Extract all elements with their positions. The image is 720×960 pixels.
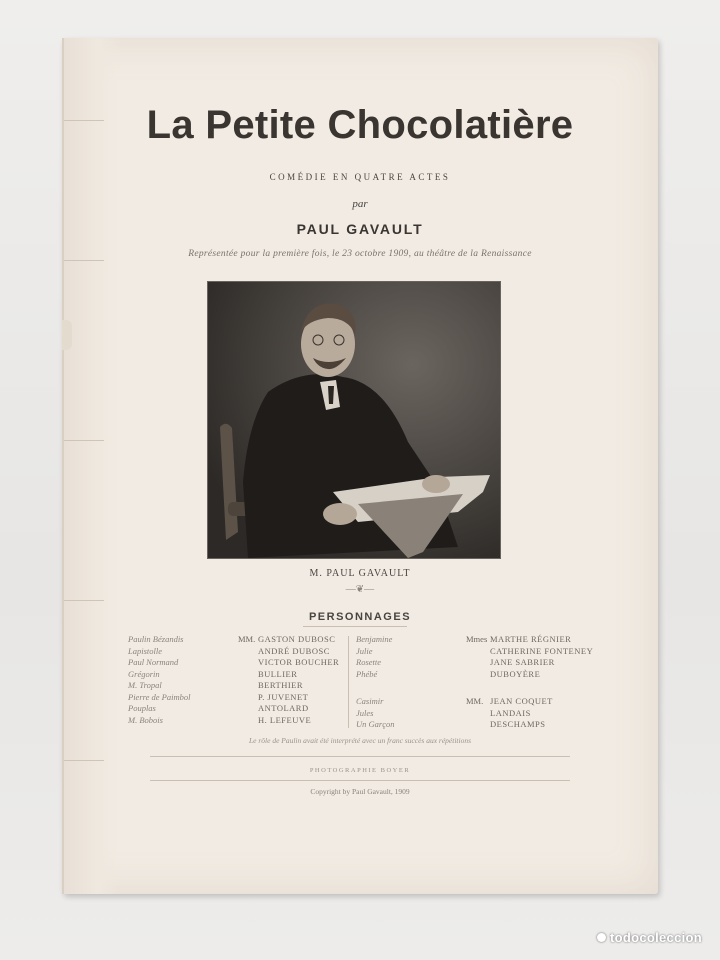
spine-stitch (64, 440, 104, 441)
actor-name: VICTOR BOUCHER (258, 657, 340, 667)
cast-right-top-roles (356, 634, 392, 680)
actor-name: ANDRÉ DUBOSC (258, 645, 330, 656)
cast-right-bottom-actors (490, 696, 553, 731)
role-name: Jules (356, 707, 374, 718)
photo-credit: PHOTOGRAPHIE BOYER (309, 767, 411, 774)
actor-name: H. LEFEUVE (258, 714, 312, 725)
spine-stitch (64, 600, 104, 601)
actor-name: ANTOLARD (258, 703, 309, 713)
watermark (597, 930, 702, 945)
heading-underline (303, 626, 407, 627)
role-name: Pierre de Paimbol (128, 691, 191, 702)
document-subtitle: COMÉDIE EN QUATRE ACTES (269, 172, 451, 182)
actor-name: MARTHE RÉGNIER (490, 634, 572, 644)
premiere-note: Représentée pour la première fois, le 23 octobre 1909, au théâtre de la Renaissance (188, 249, 532, 259)
spine-stitch (64, 260, 104, 261)
actor-name: JEAN COQUET (490, 696, 553, 706)
cast-right-bottom-roles (356, 696, 394, 731)
role-name: Paulin Bézandis (128, 634, 184, 644)
ornament-divider: —❦— (345, 584, 375, 595)
photo-caption: M. PAUL GAVAULT (309, 568, 411, 579)
footer-rule (150, 756, 570, 757)
actor-name: JANE SABRIER (490, 657, 555, 667)
role-name: M. Bobois (128, 714, 163, 725)
role-name: Julie (356, 645, 373, 656)
actor-name: DUBOYÈRE (490, 668, 541, 679)
actor-name: DESCHAMPS (490, 719, 546, 729)
cast-left-roles (128, 634, 190, 726)
role-name: Lapistolle (128, 645, 163, 656)
role-name: Un Garçon (356, 719, 395, 729)
actor-name: CATHERINE FONTENEY (490, 645, 594, 656)
portrait-illustration (208, 282, 500, 558)
actor-name: BULLIER (258, 668, 298, 679)
role-name: Benjamine (356, 634, 393, 644)
copyright-line: Copyright by Paul Gavault, 1909 (310, 787, 410, 796)
cast-right-top-actors (490, 634, 593, 680)
personnages-heading: PERSONNAGES (308, 611, 412, 623)
watermark-logo-icon (597, 933, 606, 942)
role-name: Grégorin (128, 668, 160, 679)
mm-label: MM. (466, 696, 484, 706)
actor-name: BERTHIER (258, 680, 304, 690)
role-name: M. Tropal (128, 680, 162, 690)
actor-name: LANDAIS (490, 707, 531, 718)
footer-rule (150, 780, 570, 781)
spine-stitch (64, 760, 104, 761)
role-name: Paul Normand (128, 657, 179, 667)
page-spine (62, 38, 120, 894)
cast-note: Le rôle de Paulin avait été interprété avec un franc succès aux répétitions (248, 736, 472, 745)
actor-name: GASTON DUBOSC (258, 634, 336, 644)
role-name: Phébé (356, 668, 378, 679)
mmes-label: Mmes (466, 634, 488, 644)
cast-left-actors (258, 634, 339, 726)
author-name: PAUL GAVAULT (296, 221, 424, 237)
role-name: Casimir (356, 696, 384, 706)
by-label: par (352, 198, 368, 210)
role-name: Pouplas (128, 703, 156, 713)
mm-label: MM. (238, 634, 256, 644)
watermark-text: todocoleccion (609, 930, 702, 945)
author-portrait-photo (207, 281, 501, 559)
column-divider (348, 636, 349, 728)
role-name: Rosette (356, 657, 382, 667)
torn-edge (62, 320, 72, 350)
document-title: La Petite Chocolatière (146, 103, 574, 147)
actor-name: P. JUVENET (258, 691, 309, 702)
